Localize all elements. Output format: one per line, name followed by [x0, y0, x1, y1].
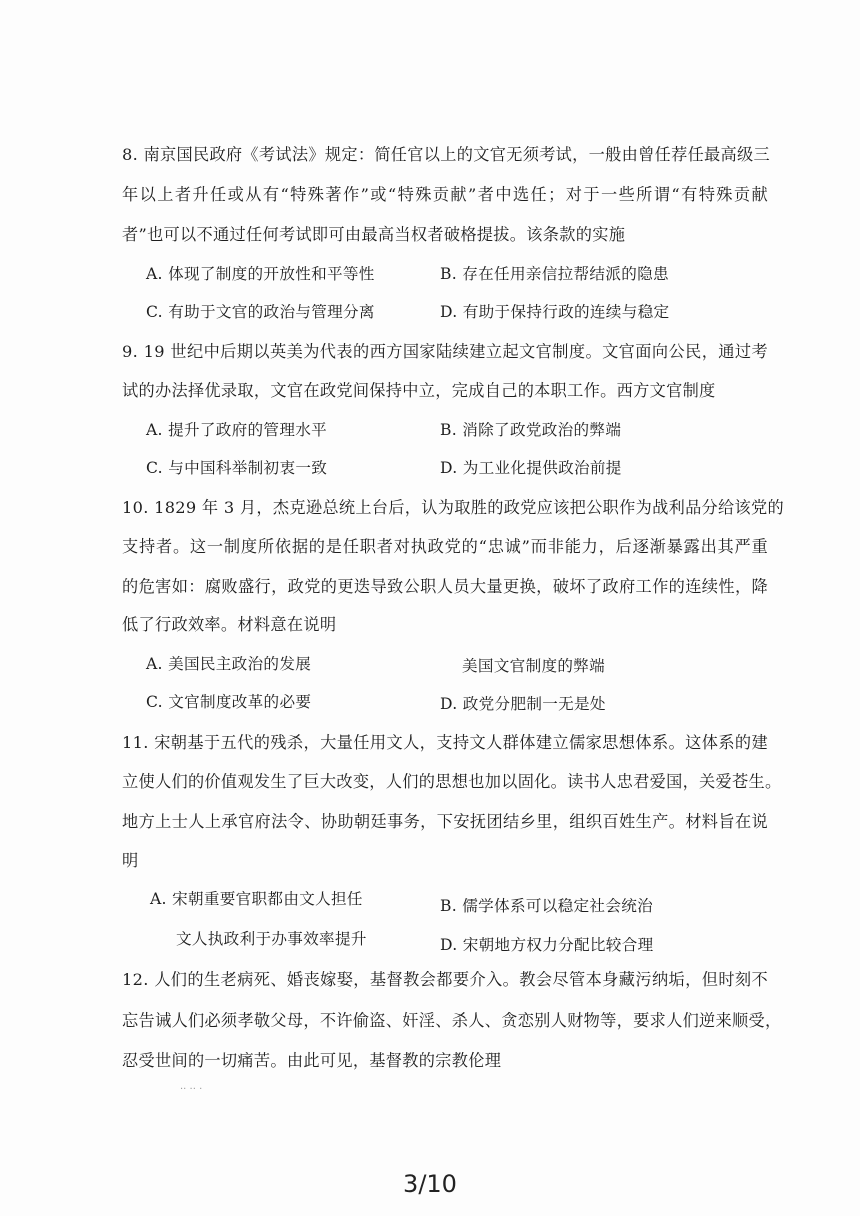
question-10-option-b: 美国文官制度的弊端 — [462, 657, 606, 675]
question-10-option-c: C. 文官制度改革的必要 — [146, 693, 312, 711]
question-10-line-1: 10. 1829 年 3 月，杰克逊总统上台后，认为取胜的政党应该把公职作为战利品分给该党的 — [122, 498, 784, 517]
question-11-option-a: A. 宋朝重要官职都由文人担任 — [150, 890, 363, 908]
question-9-line-1: 9. 19 世纪中后期以英美为代表的西方国家陆续建立起文官制度。文官面向公民，通过考 — [122, 342, 768, 361]
question-8-line-1: 8. 南京国民政府《考试法》规定：简任官以上的文官无须考试，一般由曾任荐任最高级三 — [122, 145, 771, 164]
question-12-line-1: 12. 人们的生老病死、婚丧嫁娶，基督教会都要介入。教会尽管本身藏污纳垢，但时刻不 — [122, 970, 768, 989]
question-8-option-d: D. 有助于保持行政的连续与稳定 — [440, 303, 670, 321]
question-10-line-2: 支持者。这一制度所依据的是任职者对执政党的“忠诚”而非能力，后逐渐暴露出其严重 — [122, 537, 768, 556]
question-11-line-2: 立使人们的价值观发生了巨大改变，人们的思想也加以固化。读书人忠君爱国，关爱苍生。 — [122, 772, 782, 791]
question-11-option-b: B. 儒学体系可以稳定社会统治 — [440, 897, 653, 915]
question-10-option-a: A. 美国民主政治的发展 — [146, 655, 312, 673]
question-9-option-d: D. 为工业化提供政治前提 — [440, 459, 622, 477]
question-9-line-2: 试的办法择优录取，文官在政党间保持中立，完成自己的本职工作。西方文官制度 — [122, 381, 716, 400]
question-10-option-d: D. 政党分肥制一无是处 — [440, 695, 606, 713]
question-8-option-b: B. 存在任用亲信拉帮结派的隐患 — [440, 265, 669, 283]
question-11-option-d: D. 宋朝地方权力分配比较合理 — [440, 936, 654, 954]
scan-smudge: ·· ·· · — [180, 1084, 203, 1095]
question-10-line-3: 的危害如：腐败盛行，政党的更迭导致公职人员大量更换，破坏了政府工作的连续性，降 — [122, 577, 768, 596]
question-11-line-3: 地方上士人上承官府法令、协助朝廷事务，下安抚团结乡里，组织百姓生产。材料旨在说 — [122, 812, 768, 831]
question-11-line-4: 明 — [122, 851, 139, 870]
question-12-line-3: 忍受世间的一切痛苦。由此可见，基督教的宗教伦理 — [122, 1051, 502, 1070]
question-9-option-c: C. 与中国科举制初衷一致 — [146, 459, 328, 477]
question-9-option-a: A. 提升了政府的管理水平 — [146, 421, 328, 439]
question-9-option-b: B. 消除了政党政治的弊端 — [440, 421, 622, 439]
question-12-line-2: 忘告诫人们必须孝敬父母，不许偷盗、奸淫、杀人、贪恋别人财物等，要求人们逆来顺受， — [122, 1011, 782, 1030]
question-11-option-c: 文人执政利于办事效率提升 — [176, 930, 367, 948]
page-number: 3/10 — [403, 1170, 457, 1198]
question-10-line-4: 低了行政效率。材料意在说明 — [122, 615, 337, 634]
question-11-line-1: 11. 宋朝基于五代的残杀，大量任用文人，支持文人群体建立儒家思想体系。这体系的建 — [122, 733, 768, 752]
question-8-line-3: 者”也可以不通过任何考试即可由最高当权者破格提拔。该条款的实施 — [122, 225, 626, 244]
question-8-option-a: A. 体现了制度的开放性和平等性 — [146, 265, 375, 283]
question-8-line-2: 年以上者升任或从有“特殊著作”或“特殊贡献”者中选任；对于一些所谓“有特殊贡献 — [122, 185, 768, 204]
question-8-option-c: C. 有助于文官的政治与管理分离 — [146, 303, 375, 321]
